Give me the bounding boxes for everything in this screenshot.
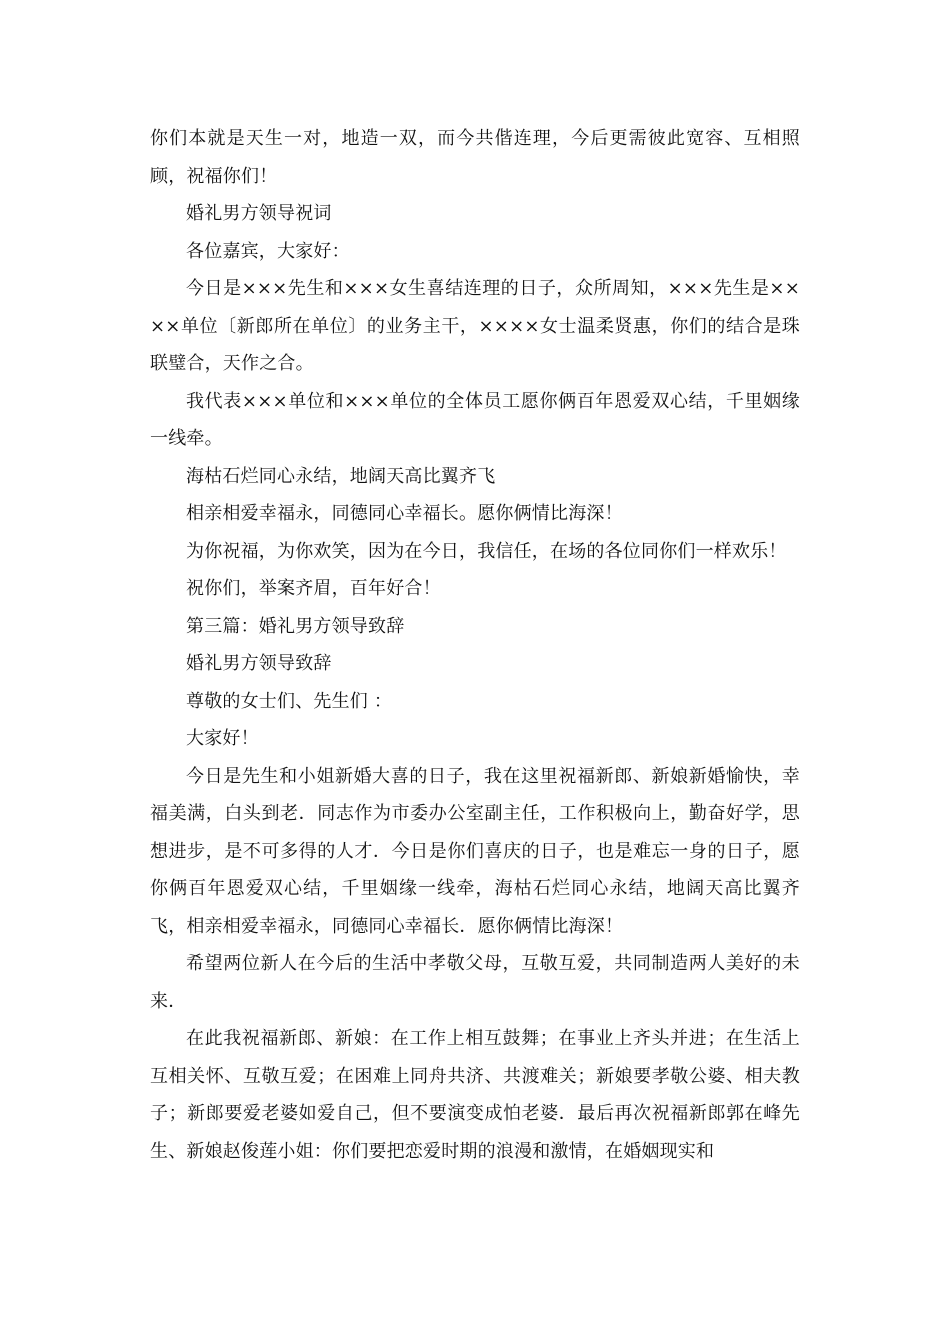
paragraph-8: 为你祝福，为你欢笑，因为在今日，我信任，在场的各位同你们一样欢乐！ (186, 540, 787, 562)
paragraph-11: 婚礼男方领导致辞 (186, 653, 332, 674)
paragraph-3: 各位嘉宾，大家好： (186, 240, 350, 262)
paragraph-7: 相亲相爱幸福永，同德同心幸福长。愿你俩情比海深！ (186, 503, 623, 524)
document-body (150, 120, 800, 1170)
section-heading-3: 第三篇：婚礼男方领导致辞 (186, 615, 405, 637)
paragraph-15: 希望两位新人在今后的生活中孝敬父母，互敬互爱，共同制造两人美好的未来． (150, 953, 800, 1012)
paragraph-13: 大家好！ (186, 728, 259, 749)
paragraph-2: 婚礼男方领导祝词 (186, 203, 332, 224)
paragraph-9: 祝你们，举案齐眉，百年好合！ (186, 578, 441, 599)
paragraph-6: 海枯石烂同心永结，地阔天高比翼齐飞 (186, 465, 496, 487)
paragraph-12: 尊敬的女士们、先生们 ： (186, 690, 393, 712)
paragraph-16: 在此我祝福新郎、新娘：在工作上相互鼓舞；在事业上齐头并进；在生活上互相关怀、互敬互爱；在困难上同舟共济、共渡难关；新娘要孝敬公婆、相夫教子；新郎要爱老婆如爱自己，但不要演变成怕老婆．最后再次祝福新郎郭在峰先生、新娘赵俊莲小姐：你们要把恋爱时期的浪漫和激情，在婚姻现实和 (150, 1028, 800, 1162)
paragraph-1: 你们本就是天生一对，地造一双，而今共偕连理，今后更需彼此宽容、互相照顾，祝福你们！ (150, 128, 800, 187)
paragraph-4: 今日是×××先生和×××女生喜结连理的日子，众所周知，×××先生是××××单位〔新郎所在单位〕的业务主干，××××女士温柔贤惠，你们的结合是珠联璧合，天作之合。 (150, 278, 800, 374)
paragraph-14: 今日是先生和小姐新婚大喜的日子，我在这里祝福新郎、新娘新婚愉快，幸福美满，白头到老．同志作为市委办公室副主任，工作积极向上，勤奋好学，思想进步，是不可多得的人才．今日是你们喜庆的日子，也是难忘一身的日子，愿你俩百年恩爱双心结，千里姻缘一线牵，海枯石烂同心永结，地阔天高比翼齐飞，相亲相爱幸福永，同德同心幸福长．愿你俩情比海深！ (150, 765, 800, 937)
paragraph-5: 我代表×××单位和×××单位的全体员工愿你俩百年恩爱双心结，千里姻缘一线牵。 (150, 390, 800, 449)
